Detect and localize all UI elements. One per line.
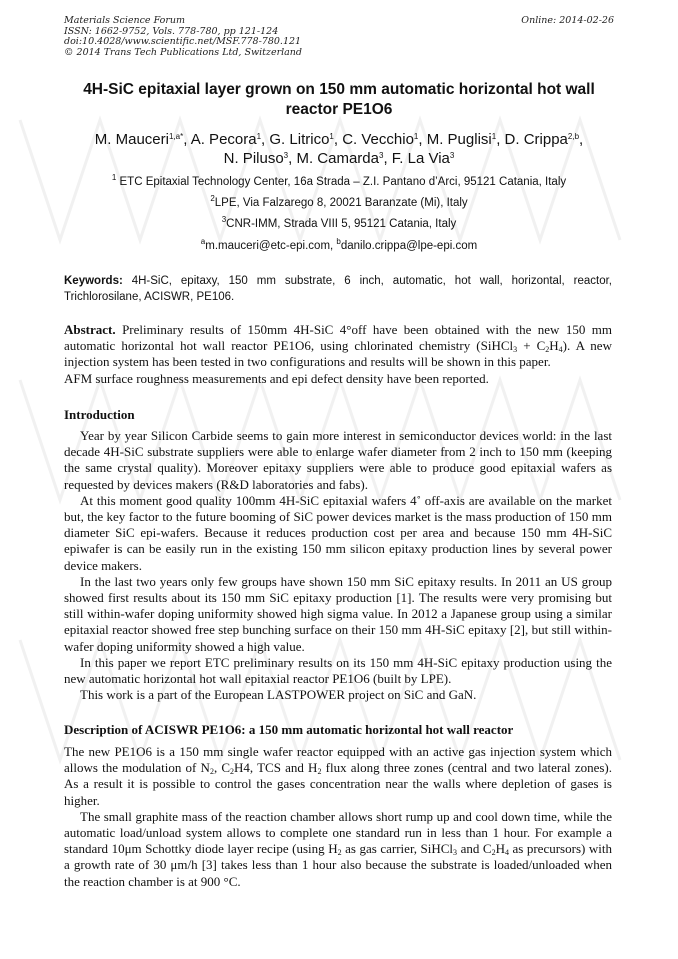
introduction-paragraph: Year by year Silicon Carbide seems to gain more interest in semiconductor devices world: in the last decade 4H-SiC substrate suppliers were able to enlarge wafer diameter from 2 inch to 150 mm (keeping the same crystal quality). Moreover epitaxy suppliers were able to produce good epitaxial wafers as requested by devices makers (R&D laboratories and fabs). [64, 428, 612, 492]
paper-title: 4H-SiC epitaxial layer grown on 150 mm automatic horizontal hot wall reactor PE1O6 [83, 81, 595, 118]
description-text: flux along three zones (central and two lateral zones). As a result it is possible to control the gases concentration near the walls where depletion of gases is higher. [64, 760, 612, 808]
abstract-text: + C [517, 338, 546, 354]
description-body [64, 744, 612, 890]
author-affiliation-marker: 1 [329, 132, 334, 141]
abstract [64, 322, 612, 387]
author-list: M. Mauceri$^{1,a*}$, A. Pecora$^1$, G. Litrico$^1$, C. Vecchio$^1$, M. Puglisi$^1$, D. Crippa$^{2,b}$, N. Piluso$^3$, M. Camarda$^3$, F. La Via$^3$ [94, 131, 584, 167]
author-name: A. Pecora [190, 131, 257, 148]
abstract-text: Preliminary results of 150mm 4H-SiC 4°off have been obtained with the new 150 mm automatic horizontal hot wall reactor PE1O6, using chlorinated chemistry (SiHCl [64, 322, 612, 354]
email-address[interactable]: m.mauceri@etc-epi.com, [205, 240, 337, 252]
journal-header [64, 16, 302, 58]
author-affiliation-marker: 1 [413, 132, 419, 141]
introduction-paragraph: At this moment good quality 100mm 4H-SiC epitaxial wafers 4˚ off-axis are available on the market but, the key factor to the future booming of SiC power devices market is the mass production of 150 mm diameter SiC epi-wafers. Because it reduces production cost per area and because 150 mm 4H-SiC epiwafer is can be easily run in the existing 150 mm silicon epitaxy production lines by several power device makers. [64, 492, 612, 573]
keywords-text: 4H-SiC, epitaxy, 150 mm substrate, 6 inch, automatic, hot wall, horizontal, reactor, Trichlorosilane, ACISWR, PE106. [64, 275, 612, 303]
abstract-paragraph [64, 322, 612, 371]
introduction-paragraph: In this paper we report ETC preliminary results on its 150 mm 4H-SiC epitaxy production using the new automatic horizontal hot wall epitaxial reactor PE1O6 (built by LPE). [64, 654, 612, 687]
author-name: D. Crippa [504, 131, 568, 148]
affiliation-marker: 1 [111, 173, 117, 182]
keywords-label: Keywords: [64, 275, 123, 287]
subscript: 2 [230, 767, 235, 777]
author-affiliation-marker: 3 [449, 151, 455, 160]
author-name: M. Mauceri [94, 131, 169, 148]
affiliation-text: ETC Epitaxial Technology Center, 16a Strada – Z.I. Pantano d’Arci, 95121 Catania, Italy [119, 176, 567, 188]
introduction-body [64, 428, 612, 703]
author-affiliation-marker: 1 [256, 132, 262, 141]
description-text: H [495, 841, 505, 857]
description-text: as precursors) with a growth rate of 30 μm/h [3] takes less than 1 hour also because the substrate is loaded/unloaded when the reaction chamber is at 900 °C. [64, 841, 612, 889]
subscript: 4 [504, 848, 509, 858]
email-marker: b [336, 237, 341, 246]
author-name: G. Litrico [269, 131, 330, 148]
description-heading: Description of ACISWR PE1O6: a 150 mm automatic horizontal hot wall reactor [64, 722, 514, 737]
affiliation-2 [60, 196, 618, 210]
affiliation-1 [60, 175, 618, 189]
affiliation-text: LPE, Via Falzarego 8, 20021 Baranzate (Mi), Italy [214, 197, 468, 209]
subscript: 2 [491, 848, 496, 858]
author-affiliation-marker: 2,b [567, 132, 580, 141]
description-text: and C [457, 841, 492, 857]
author-name: C. Vecchio [342, 131, 414, 148]
description-text: as gas carrier, SiHCl [341, 841, 454, 857]
affiliation-marker: 3 [221, 215, 227, 224]
author-affiliation-marker: 3 [283, 151, 289, 160]
description-text: The new PE1O6 is a 150 mm single wafer reactor equipped with an active gas injection system which allows the modulation of N [64, 744, 612, 776]
abstract-text: H [549, 338, 559, 354]
subscript: 2 [317, 767, 322, 777]
author-affiliation-marker: 1,a* [168, 132, 184, 141]
introduction-paragraph: In the last two years only few groups have shown 150 mm SiC epitaxy results. In 2011 an US group showed first results about its 150 mm SiC epitaxy production [1]. The results were very promising but still within-wafer doping uniformity showed high sigma value. In 2012 a Japanese group using a similar epitaxial reactor showed free step bunching surface on their 150 mm 4H-SiC epitaxy [2], but still within-wafer doping uniformity showed a high value. [64, 573, 612, 654]
keywords [64, 273, 612, 305]
copyright-line: © 2014 Trans Tech Publications Ltd, Switzerland [64, 46, 303, 58]
author-affiliation-marker: 3 [379, 151, 384, 160]
subscript: 4 [558, 345, 563, 355]
description-text: H4, TCS and H [234, 760, 318, 776]
description-text: , C [213, 760, 231, 776]
author-name: M. Camarda [296, 150, 379, 167]
journal-name: Materials Science Forum [64, 15, 186, 26]
affiliation-3 [60, 217, 618, 231]
subscript: 3 [453, 848, 458, 858]
description-text: The small graphite mass of the reaction chamber allows short rump up and cool down time, while the automatic load/unload system allows to complete one standard run in less than 1 hour. For example a standard 10μm Schottky diode layer recipe (using H [64, 808, 612, 857]
author-name: F. La Via [391, 150, 450, 167]
description-paragraph [64, 744, 612, 809]
affiliation-marker: 2 [210, 194, 215, 203]
abstract-label: Abstract. [64, 322, 116, 337]
introduction-heading: Introduction [64, 407, 135, 422]
online-date: Online: 2014-02-26 [521, 15, 614, 26]
author-affiliation-marker: 1 [491, 132, 497, 141]
subscript: 2 [209, 767, 214, 777]
email-line [60, 239, 618, 253]
description-paragraph [64, 809, 612, 890]
email-address[interactable]: danilo.crippa@lpe-epi.com [340, 240, 478, 252]
subscript: 3 [513, 345, 518, 355]
issn-line: ISSN: 1662-9752, Vols. 778-780, pp 121-124 [64, 25, 279, 37]
affiliation-text: CNR-IMM, Strada VIII 5, 95121 Catania, Italy [226, 218, 457, 230]
author-name: M. Puglisi [426, 131, 492, 148]
email-marker: a [200, 237, 206, 246]
abstract-paragraph: AFM surface roughness measurements and epi defect density have been reported. [64, 370, 489, 386]
introduction-paragraph: This work is a part of the European LASTPOWER project on SiC and GaN. [80, 687, 477, 703]
subscript: 2 [545, 345, 550, 355]
author-name: N. Piluso [223, 150, 284, 167]
doi-line: doi:10.4028/www.scientific.net/MSF.778-780.121 [64, 36, 302, 48]
subscript: 2 [337, 848, 342, 858]
abstract-text: ). A new injection system has been tested in two configurations and results will be shown in this paper. [64, 338, 612, 370]
